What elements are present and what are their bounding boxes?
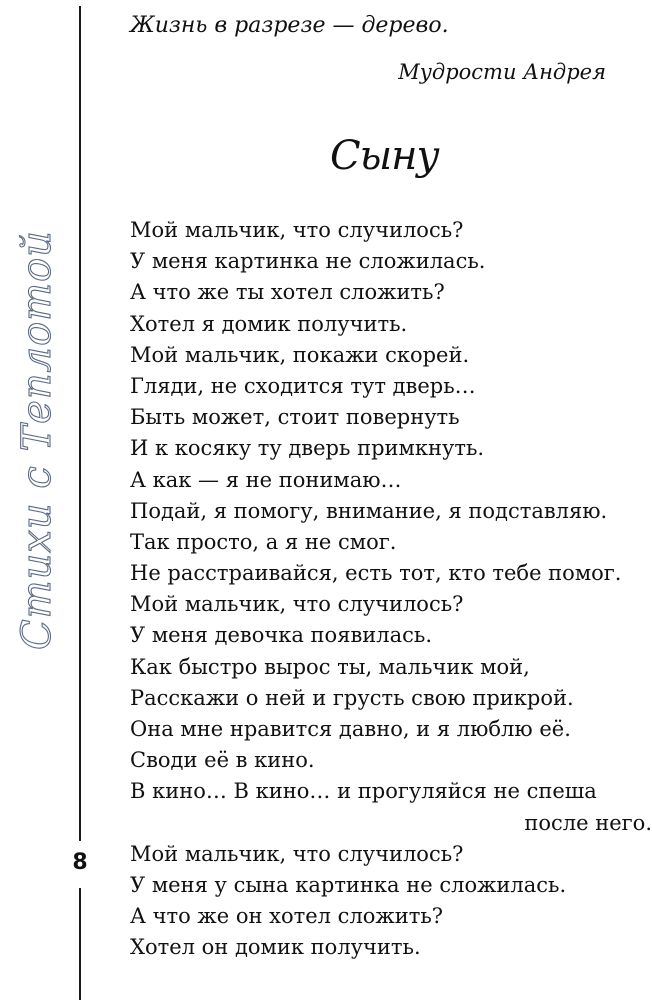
poem-line: Мой мальчик, что случилось? (130, 592, 464, 617)
poem-line: А что же ты хотел сложить? (130, 280, 445, 305)
poem-line: У меня картинка не сложилась. (130, 249, 486, 274)
epigraph-quote: Жизнь в разрезе — дерево. (130, 13, 449, 38)
poem-line: Не расстраивайся, есть тот, кто тебе помог. (130, 561, 622, 586)
poem-line: Как быстро вырос ты, мальчик мой, (130, 654, 530, 679)
epigraph-source: Мудрости Андрея (398, 60, 606, 84)
poem-line: Так просто, а я не смог. (130, 529, 397, 554)
poem-line: У меня девочка появилась. (130, 623, 432, 648)
running-head: Стихи с Теплотой (14, 230, 60, 650)
poem-line: А что же он хотел сложить? (130, 904, 444, 929)
poem-line: Хотел я домик получить. (130, 311, 408, 336)
poem-line: Подай, я помогу, внимание, я подставляю. (130, 498, 608, 523)
poem-line: И к косяку ту дверь примкнуть. (130, 436, 485, 461)
poem-line: Расскажи о ней и грусть свою прикрой. (130, 685, 574, 710)
poem-line: В кино… В кино… и прогуляйся не спеша (130, 779, 597, 804)
poem-line: Мой мальчик, что случилось? (130, 841, 464, 866)
margin-rule-top (79, 6, 81, 841)
poem-title: Сыну (330, 133, 439, 179)
margin-rule-bottom (79, 888, 81, 1000)
poem-line: Своди её в кино. (130, 748, 315, 773)
poem-line: А как — я не понимаю… (130, 467, 402, 492)
poem-line: Быть может, стоит повернуть (130, 405, 460, 430)
poem-line: Мой мальчик, покажи скорей. (130, 342, 470, 367)
page-number: 8 (72, 850, 88, 875)
poem-line: Она мне нравится давно, и я люблю её. (130, 717, 571, 741)
poem-line: Гляди, не сходится тут дверь… (130, 373, 476, 398)
poem-body (130, 215, 652, 964)
poem-line-continuation: после него. (524, 810, 652, 835)
poem-line: Мой мальчик, что случилось? (130, 218, 464, 242)
poem-line: Хотел он домик получить. (130, 935, 421, 960)
poem-line: У меня у сына картинка не сложилась. (130, 872, 567, 897)
